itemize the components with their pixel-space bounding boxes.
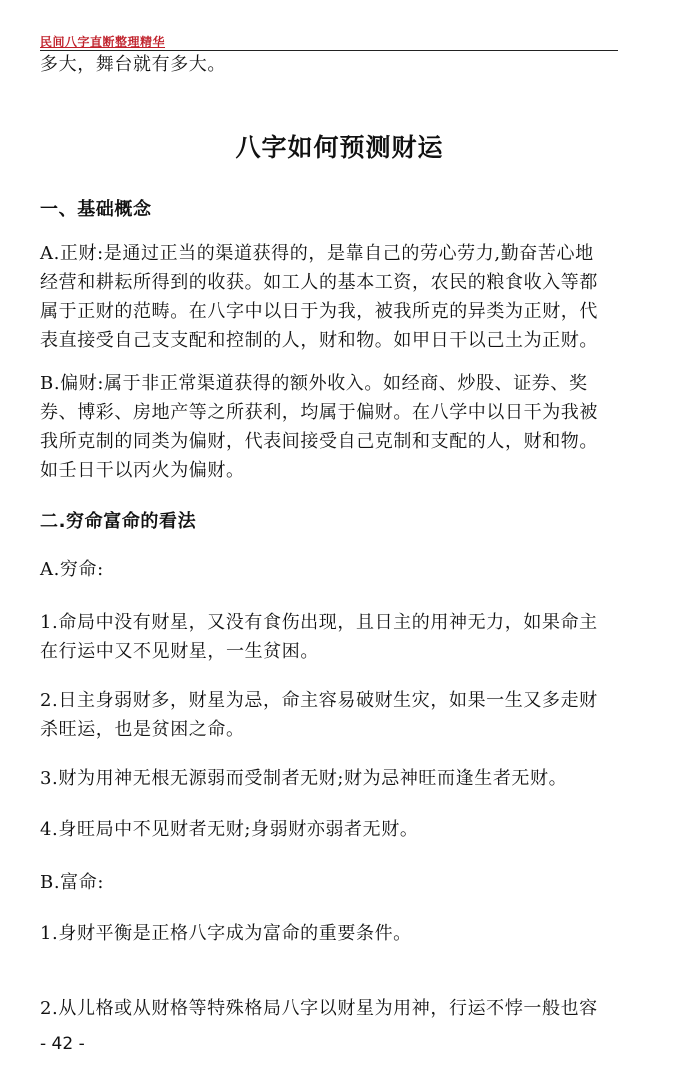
list-item-line: 1.身财平衡是正格八字成为富命的重要条件。: [40, 923, 412, 944]
subsection-label: A.穷命:: [40, 559, 104, 580]
list-item-line: 1.命局中没有财星，又没有食伤出现，且日主的用神无力，如果命主: [40, 612, 598, 633]
poor-label: [40, 555, 640, 584]
paragraph-line: 属于正财的范畴。在八字中以日于为我，被我所克的异类为正财，代: [40, 301, 598, 322]
poor-item-3: [40, 764, 640, 793]
intro-text: [40, 50, 640, 79]
running-header: [40, 30, 618, 51]
section1-heading: 一、基础概念: [40, 199, 152, 220]
poor-item-2: [40, 686, 640, 744]
paragraph-line: 如壬日干以丙火为偏财。: [40, 460, 245, 481]
poor-item-4: [40, 815, 640, 844]
section2-heading: 二.穷命富命的看法: [40, 511, 197, 532]
list-item-line: 4.身旺局中不见财者无财;身弱财亦弱者无财。: [40, 819, 419, 840]
rich-item-2: [40, 994, 640, 1023]
paragraph-line: A.正财:是通过正当的渠道获得的，是靠自己的劳心劳力,勤奋苦心地: [40, 243, 594, 264]
paragraph-line: 券、博彩、房地产等之所获利，均属于偏财。在八学中以日干为我被: [40, 402, 598, 423]
paragraph-zhengcai: [40, 239, 640, 355]
paragraph-line: 经营和耕耘所得到的收获。如工人的基本工资，农民的粮食收入等都: [40, 272, 598, 293]
paragraph-line: 表直接受自己支支配和控制的人，财和物。如甲日干以己土为正财。: [40, 330, 598, 351]
article-title: 八字如何预测财运: [235, 133, 444, 162]
header-title: 民间八字直断整理精华: [40, 35, 166, 49]
list-item-line: 2.从儿格或从财格等特殊格局八字以财星为用神，行运不悖一般也容: [40, 998, 598, 1019]
paragraph-line: B.偏财:属于非正常渠道获得的额外收入。如经商、炒股、证券、奖: [40, 373, 588, 394]
rich-item-1: [40, 919, 640, 948]
list-item-line: 在行运中又不见财星，一生贫困。: [40, 641, 319, 662]
poor-item-1: [40, 608, 640, 666]
paragraph-piancai: [40, 369, 640, 485]
page-number: - 42 -: [40, 1034, 85, 1054]
intro-line: 多大，舞台就有多大。: [40, 54, 226, 75]
list-item-line: 2.日主身弱财多，财星为忌，命主容易破财生灾，如果一生又多走财: [40, 690, 598, 711]
list-item-line: 3.财为用神无根无源弱而受制者无财;财为忌神旺而逢生者无财。: [40, 768, 568, 789]
subsection-label: B.富命:: [40, 872, 105, 893]
rich-label: [40, 868, 640, 897]
paragraph-line: 我所克制的同类为偏财，代表间接受自己克制和支配的人，财和物。: [40, 431, 598, 452]
list-item-line: 杀旺运，也是贫困之命。: [40, 719, 245, 740]
